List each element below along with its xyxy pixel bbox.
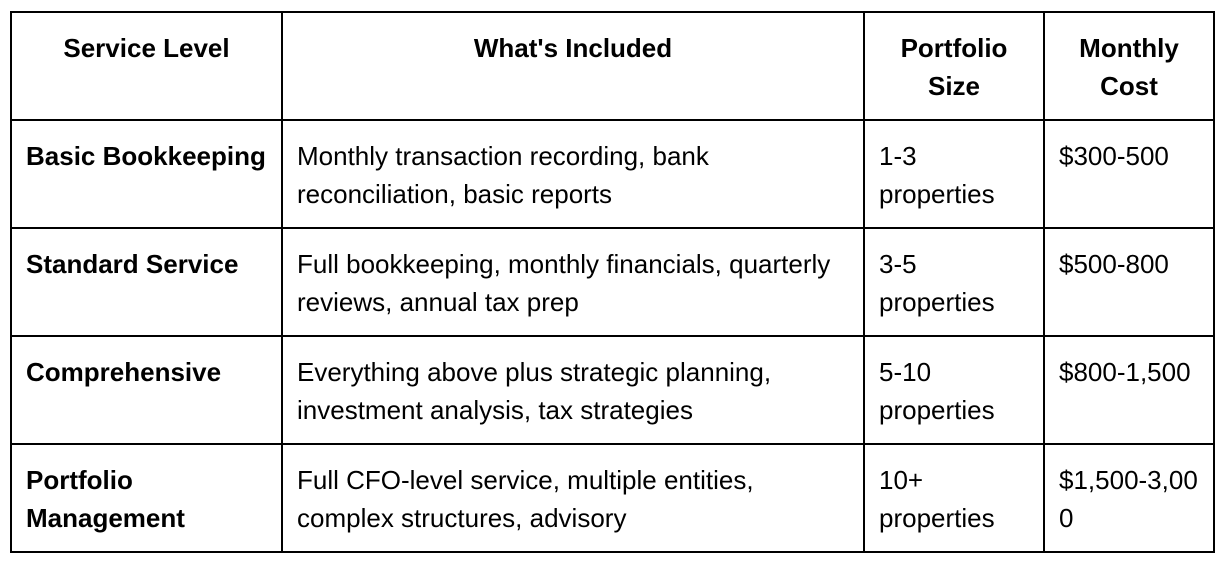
header-service-level: Service Level	[11, 12, 282, 120]
table-header-row	[11, 12, 1214, 120]
portfolio-size-cell: 1-3 properties	[864, 120, 1044, 228]
included-cell: Full bookkeeping, monthly financials, quarterly reviews, annual tax prep	[282, 228, 864, 336]
included-cell: Everything above plus strategic planning, investment analysis, tax strategies	[282, 336, 864, 444]
service-level-cell: Standard Service	[11, 228, 282, 336]
table-row	[11, 228, 1214, 336]
table-row	[11, 120, 1214, 228]
portfolio-size-cell: 5-10 properties	[864, 336, 1044, 444]
pricing-table	[10, 11, 1215, 553]
header-monthly-cost: Monthly Cost	[1044, 12, 1214, 120]
monthly-cost-cell: $800-1,500	[1044, 336, 1214, 444]
service-level-cell: Basic Bookkeeping	[11, 120, 282, 228]
monthly-cost-cell: $500-800	[1044, 228, 1214, 336]
included-cell: Monthly transaction recording, bank reconciliation, basic reports	[282, 120, 864, 228]
portfolio-size-cell: 3-5 properties	[864, 228, 1044, 336]
table-row	[11, 444, 1214, 552]
monthly-cost-cell: $1,500-3,000	[1044, 444, 1214, 552]
portfolio-size-cell: 10+ properties	[864, 444, 1044, 552]
table-row	[11, 336, 1214, 444]
included-cell: Full CFO-level service, multiple entities, complex structures, advisory	[282, 444, 864, 552]
header-portfolio-size: Portfolio Size	[864, 12, 1044, 120]
header-whats-included: What's Included	[282, 12, 864, 120]
service-level-cell: Comprehensive	[11, 336, 282, 444]
service-level-cell: Portfolio Management	[11, 444, 282, 552]
monthly-cost-cell: $300-500	[1044, 120, 1214, 228]
